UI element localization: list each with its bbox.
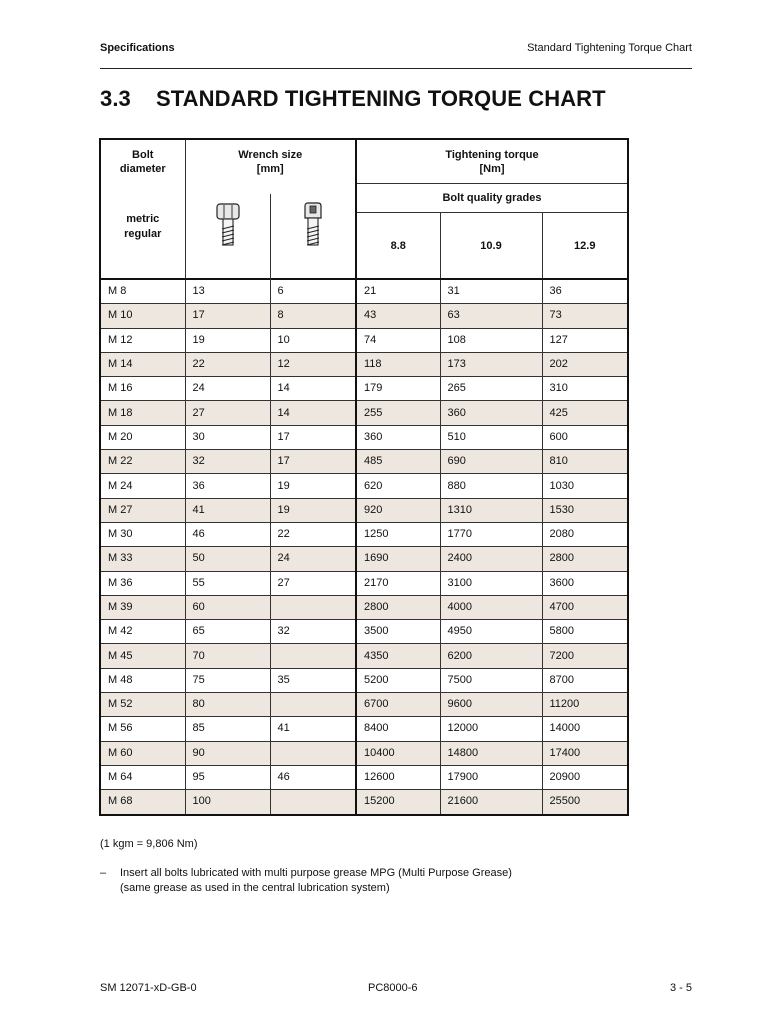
cell-torque-8-8: 6700	[356, 693, 440, 717]
cell-wrench-socket: 14	[270, 377, 356, 401]
cell-torque-12-9: 600	[542, 425, 628, 449]
cell-wrench-socket	[270, 790, 356, 815]
cell-bolt-diameter: M 42	[100, 620, 185, 644]
lubrication-note	[100, 866, 580, 896]
table-row	[100, 571, 628, 595]
cell-torque-8-8: 179	[356, 377, 440, 401]
footer-model: PC8000-6	[368, 982, 418, 994]
cell-wrench-socket	[270, 595, 356, 619]
cell-bolt-diameter: M 52	[100, 693, 185, 717]
header-chapter-title: Standard Tightening Torque Chart	[527, 42, 692, 54]
cell-bolt-diameter: M 60	[100, 741, 185, 765]
cell-wrench-hex: 65	[185, 620, 270, 644]
cell-torque-10-9: 880	[440, 474, 542, 498]
cell-bolt-diameter: M 12	[100, 328, 185, 352]
cell-torque-8-8: 15200	[356, 790, 440, 815]
cell-torque-12-9: 202	[542, 352, 628, 376]
table-row	[100, 401, 628, 425]
cell-torque-8-8: 8400	[356, 717, 440, 741]
cell-bolt-diameter: M 16	[100, 377, 185, 401]
cell-torque-10-9: 14800	[440, 741, 542, 765]
cell-torque-10-9: 3100	[440, 571, 542, 595]
header-rule	[100, 68, 692, 69]
cell-torque-8-8: 3500	[356, 620, 440, 644]
cell-torque-8-8: 2170	[356, 571, 440, 595]
col-header-bolt-quality-grades: Bolt quality grades	[356, 183, 628, 212]
cell-bolt-diameter: M 24	[100, 474, 185, 498]
cell-bolt-diameter: M 18	[100, 401, 185, 425]
cell-wrench-socket: 14	[270, 401, 356, 425]
cell-wrench-hex: 80	[185, 693, 270, 717]
torque-table-body	[100, 279, 628, 815]
footer-page-number: 3 - 5	[669, 982, 692, 994]
conversion-note: (1 kgm = 9,806 Nm)	[100, 838, 198, 850]
cell-torque-12-9: 5800	[542, 620, 628, 644]
cell-wrench-hex: 32	[185, 450, 270, 474]
table-row	[100, 304, 628, 328]
cell-torque-12-9: 73	[542, 304, 628, 328]
cell-bolt-diameter: M 39	[100, 595, 185, 619]
cell-torque-10-9: 1310	[440, 498, 542, 522]
cell-wrench-hex: 55	[185, 571, 270, 595]
cell-torque-10-9: 360	[440, 401, 542, 425]
cell-wrench-hex: 27	[185, 401, 270, 425]
cell-torque-8-8: 1250	[356, 522, 440, 546]
cell-torque-8-8: 620	[356, 474, 440, 498]
cell-torque-8-8: 12600	[356, 765, 440, 789]
col-header-grade-10-9: 10.9	[440, 213, 542, 279]
table-row	[100, 328, 628, 352]
col-header-tightening-torque: Tightening torque [Nm]	[356, 139, 628, 183]
table-row	[100, 498, 628, 522]
cell-torque-8-8: 4350	[356, 644, 440, 668]
cell-bolt-diameter: M 10	[100, 304, 185, 328]
cell-torque-12-9: 14000	[542, 717, 628, 741]
cell-wrench-hex: 19	[185, 328, 270, 352]
cell-bolt-diameter: M 14	[100, 352, 185, 376]
lubrication-note-line-1: Insert all bolts lubricated with multi purpose grease MPG (Multi Purpose Grease)	[120, 867, 512, 879]
cell-wrench-hex: 17	[185, 304, 270, 328]
cell-torque-12-9: 36	[542, 279, 628, 304]
table-row	[100, 644, 628, 668]
table-row	[100, 741, 628, 765]
cell-torque-12-9: 20900	[542, 765, 628, 789]
cell-torque-12-9: 8700	[542, 668, 628, 692]
cell-torque-8-8: 2800	[356, 595, 440, 619]
cell-bolt-diameter: M 8	[100, 279, 185, 304]
cell-torque-12-9: 3600	[542, 571, 628, 595]
cell-wrench-hex: 70	[185, 644, 270, 668]
section-title: STANDARD TIGHTENING TORQUE CHART	[156, 86, 606, 111]
cell-torque-10-9: 17900	[440, 765, 542, 789]
cell-torque-10-9: 108	[440, 328, 542, 352]
cell-wrench-hex: 24	[185, 377, 270, 401]
cell-wrench-hex: 100	[185, 790, 270, 815]
cell-torque-8-8: 360	[356, 425, 440, 449]
cell-torque-12-9: 4700	[542, 595, 628, 619]
cell-wrench-socket: 17	[270, 425, 356, 449]
cell-torque-12-9: 1030	[542, 474, 628, 498]
cell-torque-12-9: 17400	[542, 741, 628, 765]
cell-torque-10-9: 63	[440, 304, 542, 328]
table-row	[100, 522, 628, 546]
cell-torque-10-9: 21600	[440, 790, 542, 815]
cell-bolt-diameter: M 36	[100, 571, 185, 595]
cell-bolt-diameter: M 27	[100, 498, 185, 522]
col-header-bolt-diameter: Bolt diameter metric regular	[100, 139, 185, 279]
cell-torque-12-9: 310	[542, 377, 628, 401]
table-row	[100, 425, 628, 449]
cell-wrench-socket: 27	[270, 571, 356, 595]
cell-wrench-hex: 75	[185, 668, 270, 692]
cell-bolt-diameter: M 48	[100, 668, 185, 692]
table-row	[100, 717, 628, 741]
cell-wrench-socket	[270, 693, 356, 717]
table-row	[100, 668, 628, 692]
table-row	[100, 279, 628, 304]
cell-bolt-diameter: M 20	[100, 425, 185, 449]
cell-wrench-hex: 95	[185, 765, 270, 789]
cell-wrench-socket	[270, 741, 356, 765]
cell-wrench-socket: 22	[270, 522, 356, 546]
footer-document-number: SM 12071-xD-GB-0	[100, 982, 197, 994]
bullet-dash: –	[100, 867, 107, 879]
cell-torque-8-8: 74	[356, 328, 440, 352]
cell-bolt-diameter: M 30	[100, 522, 185, 546]
cell-torque-10-9: 510	[440, 425, 542, 449]
cell-wrench-socket: 12	[270, 352, 356, 376]
cell-wrench-socket: 24	[270, 547, 356, 571]
table-row	[100, 620, 628, 644]
cell-wrench-socket: 32	[270, 620, 356, 644]
cell-torque-12-9: 11200	[542, 693, 628, 717]
col-header-wrench-size: Wrench size [mm]	[185, 139, 356, 279]
cell-wrench-socket: 19	[270, 474, 356, 498]
table-row	[100, 595, 628, 619]
cell-torque-10-9: 9600	[440, 693, 542, 717]
cell-wrench-hex: 30	[185, 425, 270, 449]
cell-wrench-socket: 41	[270, 717, 356, 741]
torque-table	[99, 138, 629, 816]
cell-wrench-socket: 35	[270, 668, 356, 692]
cell-torque-12-9: 2080	[542, 522, 628, 546]
cell-torque-8-8: 485	[356, 450, 440, 474]
cell-wrench-hex: 22	[185, 352, 270, 376]
cell-torque-8-8: 21	[356, 279, 440, 304]
cell-torque-10-9: 31	[440, 279, 542, 304]
cell-bolt-diameter: M 56	[100, 717, 185, 741]
cell-wrench-hex: 13	[185, 279, 270, 304]
cell-torque-8-8: 118	[356, 352, 440, 376]
cell-wrench-socket: 19	[270, 498, 356, 522]
table-row	[100, 693, 628, 717]
cell-torque-10-9: 690	[440, 450, 542, 474]
cell-torque-12-9: 25500	[542, 790, 628, 815]
table-row	[100, 450, 628, 474]
cell-torque-12-9: 127	[542, 328, 628, 352]
socket-head-bolt-icon	[302, 202, 324, 248]
cell-bolt-diameter: M 45	[100, 644, 185, 668]
cell-wrench-hex: 36	[185, 474, 270, 498]
cell-wrench-hex: 46	[185, 522, 270, 546]
cell-torque-10-9: 12000	[440, 717, 542, 741]
section-number: 3.3	[100, 86, 131, 111]
cell-wrench-hex: 90	[185, 741, 270, 765]
table-row	[100, 790, 628, 815]
cell-wrench-socket: 6	[270, 279, 356, 304]
cell-torque-10-9: 6200	[440, 644, 542, 668]
cell-wrench-hex: 60	[185, 595, 270, 619]
cell-torque-8-8: 920	[356, 498, 440, 522]
cell-torque-12-9: 7200	[542, 644, 628, 668]
cell-torque-10-9: 7500	[440, 668, 542, 692]
cell-wrench-hex: 85	[185, 717, 270, 741]
lubrication-note-line-2: (same grease as used in the central lubrication system)	[120, 882, 390, 894]
col-header-grade-12-9: 12.9	[542, 213, 628, 279]
cell-bolt-diameter: M 68	[100, 790, 185, 815]
cell-bolt-diameter: M 64	[100, 765, 185, 789]
cell-wrench-socket: 10	[270, 328, 356, 352]
cell-torque-8-8: 43	[356, 304, 440, 328]
cell-bolt-diameter: M 22	[100, 450, 185, 474]
table-row	[100, 765, 628, 789]
page-title	[100, 86, 606, 112]
cell-torque-8-8: 10400	[356, 741, 440, 765]
cell-wrench-hex: 41	[185, 498, 270, 522]
table-row	[100, 352, 628, 376]
hex-bolt-icon	[216, 202, 240, 248]
cell-wrench-socket: 8	[270, 304, 356, 328]
cell-torque-8-8: 1690	[356, 547, 440, 571]
cell-torque-10-9: 1770	[440, 522, 542, 546]
table-row	[100, 547, 628, 571]
cell-wrench-socket: 17	[270, 450, 356, 474]
cell-torque-10-9: 265	[440, 377, 542, 401]
cell-wrench-socket	[270, 644, 356, 668]
cell-bolt-diameter: M 33	[100, 547, 185, 571]
cell-torque-12-9: 810	[542, 450, 628, 474]
col-header-grade-8-8: 8.8	[356, 213, 440, 279]
cell-torque-10-9: 173	[440, 352, 542, 376]
cell-torque-10-9: 2400	[440, 547, 542, 571]
table-row	[100, 377, 628, 401]
cell-torque-8-8: 255	[356, 401, 440, 425]
cell-torque-8-8: 5200	[356, 668, 440, 692]
cell-torque-12-9: 425	[542, 401, 628, 425]
cell-torque-10-9: 4000	[440, 595, 542, 619]
cell-torque-12-9: 2800	[542, 547, 628, 571]
table-row	[100, 474, 628, 498]
cell-wrench-hex: 50	[185, 547, 270, 571]
header-section-name: Specifications	[100, 42, 175, 54]
cell-torque-12-9: 1530	[542, 498, 628, 522]
cell-torque-10-9: 4950	[440, 620, 542, 644]
cell-wrench-socket: 46	[270, 765, 356, 789]
